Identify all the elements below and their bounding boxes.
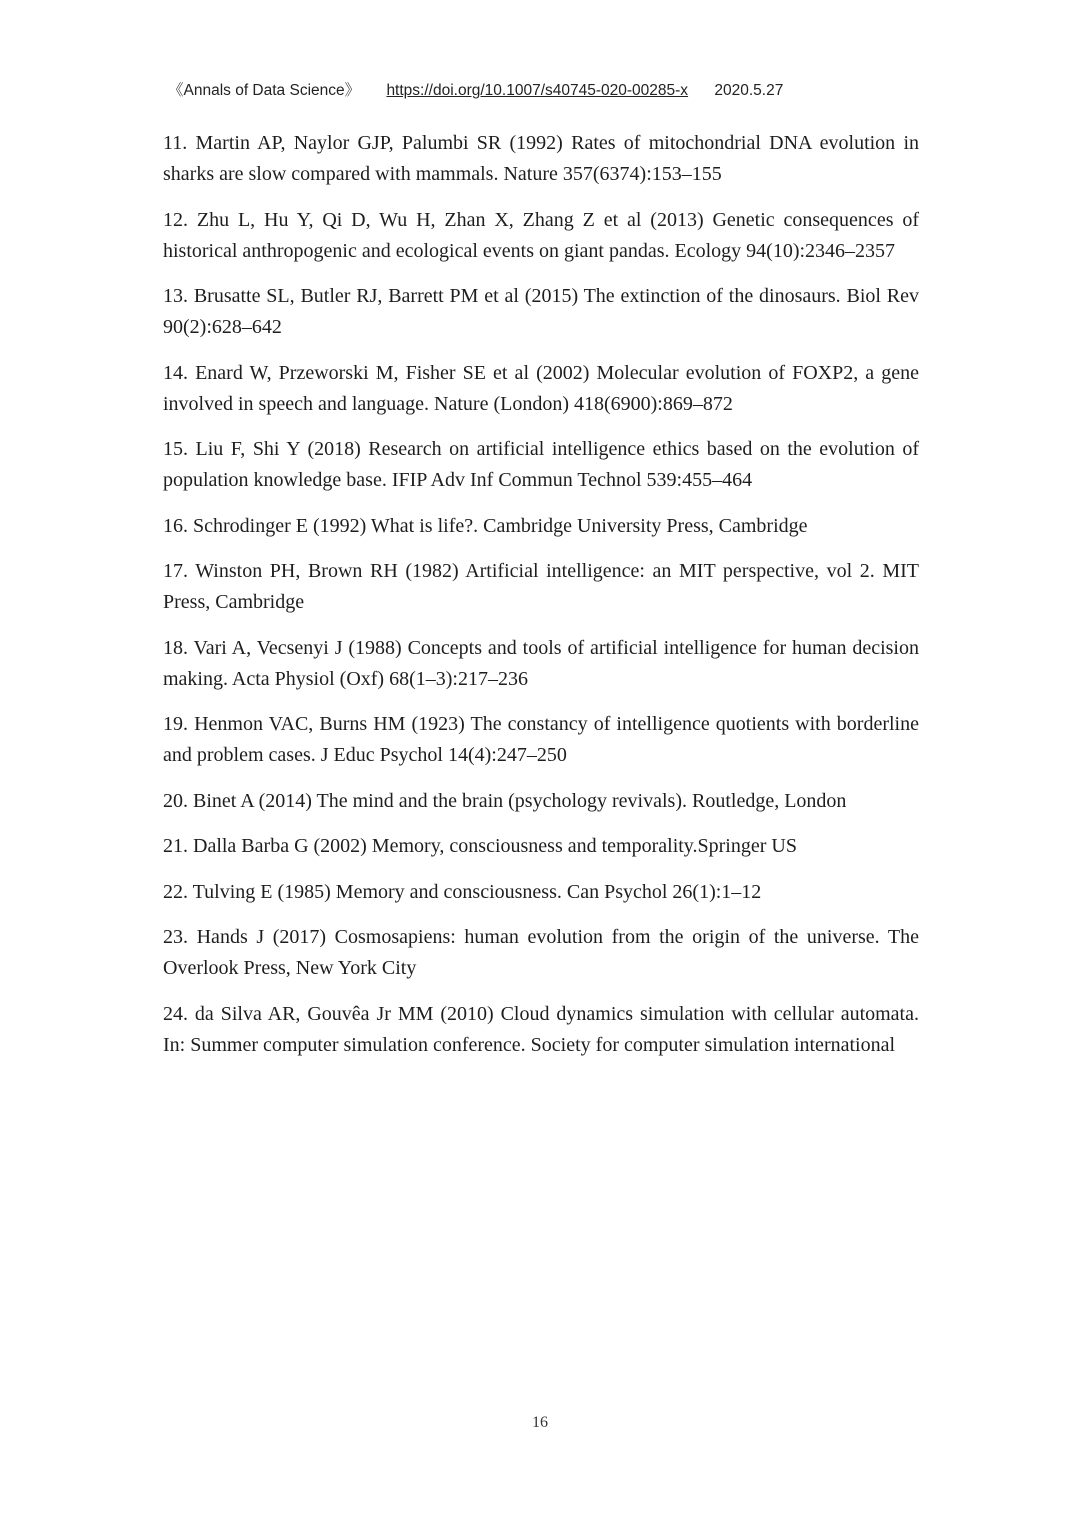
reference-item: 12. Zhu L, Hu Y, Qi D, Wu H, Zhan X, Zhang Z et al (2013) Genetic consequences of historical anthropogenic and ecological events on giant pandas. Ecology 94(10):2346–2357	[163, 208, 919, 262]
page-number: 16	[532, 1414, 548, 1431]
reference-item: 19. Henmon VAC, Burns HM (1923) The constancy of intelligence quotients with borderline and problem cases. J Educ Psychol 14(4):247–250	[163, 713, 919, 766]
reference-item: 14. Enard W, Przeworski M, Fisher SE et al (2002) Molecular evolution of FOXP2, a gene involved in speech and language. Nature (London) 418(6900):869–872	[163, 361, 919, 415]
reference-item: 13. Brusatte SL, Butler RJ, Barrett PM et al (2015) The extinction of the dinosaurs. Biol Rev 90(2):628–642	[163, 285, 919, 338]
reference-item: 20. Binet A (2014) The mind and the brain (psychology revivals). Routledge, London	[163, 789, 847, 812]
reference-item: 17. Winston PH, Brown RH (1982) Artificial intelligence: an MIT perspective, vol 2. MIT Press, Cambridge	[163, 560, 919, 613]
reference-item: 15. Liu F, Shi Y (2018) Research on artificial intelligence ethics based on the evolution of population knowledge base. IFIP Adv Inf Commun Technol 539:455–464	[163, 438, 919, 491]
reference-item: 16. Schrodinger E (1992) What is life?. Cambridge University Press, Cambridge	[163, 514, 808, 537]
running-header	[168, 78, 783, 100]
reference-item: 22. Tulving E (1985) Memory and consciousness. Can Psychol 26(1):1–12	[163, 880, 762, 903]
reference-item: 18. Vari A, Vecsenyi J (1988) Concepts and tools of artificial intelligence for human decision making. Acta Physiol (Oxf) 68(1–3):217–236	[163, 636, 919, 690]
journal-name: 《Annals of Data Science》	[168, 82, 361, 99]
reference-list	[163, 128, 919, 1075]
publication-date: 2020.5.27	[714, 82, 784, 99]
reference-item: 24. da Silva AR, Gouvêa Jr MM (2010) Cloud dynamics simulation with cellular automata. In: Summer computer simulation conference. Society for computer simulation international	[163, 1002, 919, 1056]
reference-item: 23. Hands J (2017) Cosmosapiens: human evolution from the origin of the universe. The Overlook Press, New York City	[163, 926, 919, 979]
reference-item: 21. Dalla Barba G (2002) Memory, consciousness and temporality.Springer US	[163, 835, 797, 857]
doi-link[interactable]: https://doi.org/10.1007/s40745-020-00285-x	[386, 82, 689, 99]
reference-item: 11. Martin AP, Naylor GJP, Palumbi SR (1992) Rates of mitochondrial DNA evolution in sharks are slow compared with mammals. Nature 357(6374):153–155	[163, 132, 919, 185]
